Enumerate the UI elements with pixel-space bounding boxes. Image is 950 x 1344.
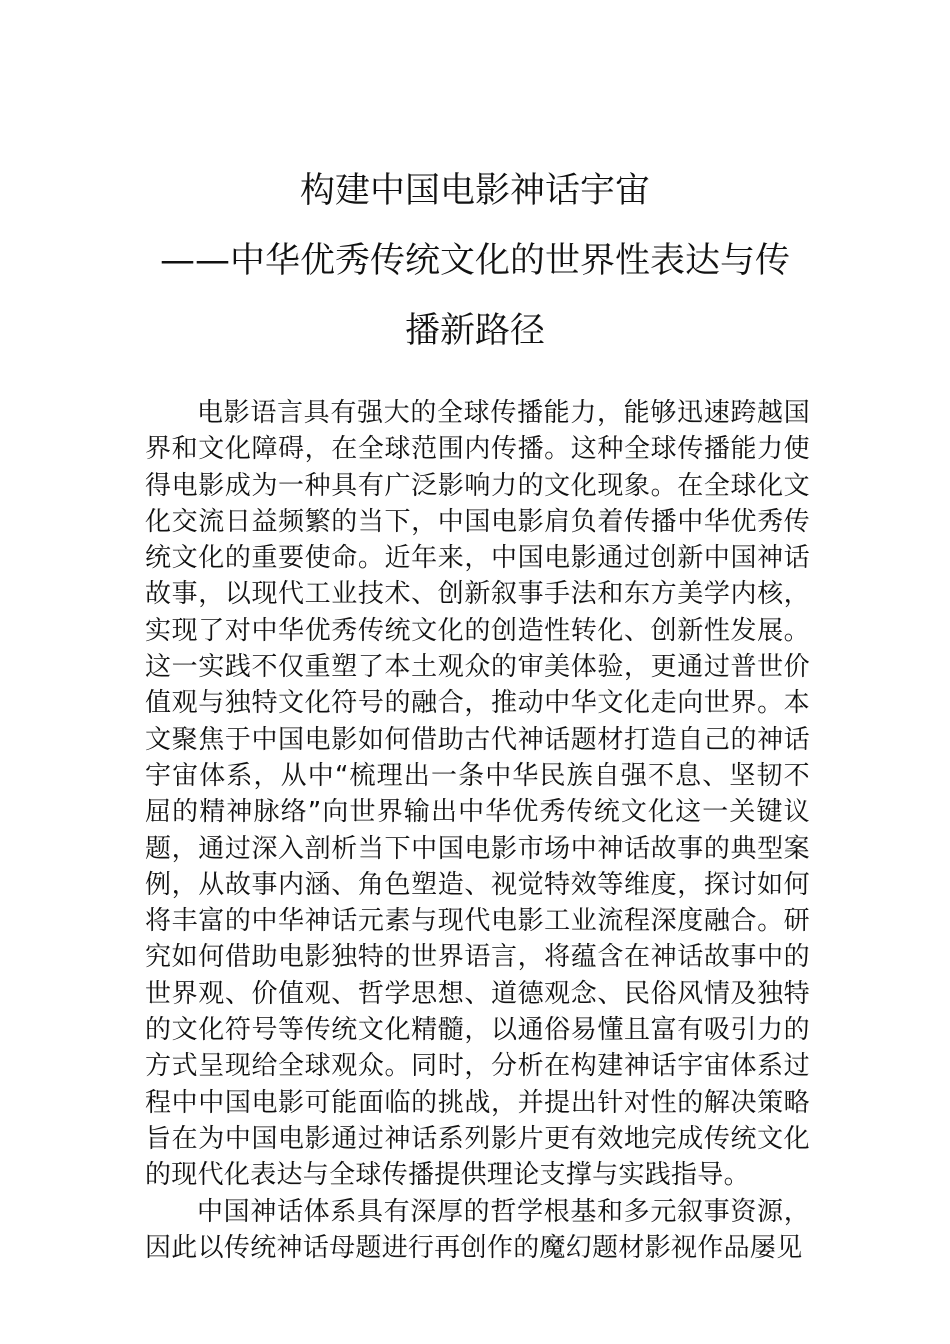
body-paragraph-1: 电影语言具有强大的全球传播能力，能够迅速跨越国界和文化障碍，在全球范围内传播。这种全球传播能力使得电影成为一种具有广泛影响力的文化现象。在全球化文化交流日益频繁的当下，中国电影肩负着传播中华优秀传统文化的重要使命。近年来，中国电影通过创新中国神话故事，以现代工业技术、创新叙事手法和东方美学内核，实现了对中华优秀传统文化的创造性转化、创新性发展。这一实践不仅重塑了本土观众的审美体验，更通过普世价值观与独特文化符号的融合，推动中华文化走向世界。本文聚焦于中国电影如何借助古代神话题材打造自己的神话宇宙体系，从中“梳理出一条中华民族自强不息、坚韧不屈的精神脉络”向世界输出中华优秀传统文化这一关键议题，通过深入剖析当下中国电影市场中神话故事的典型案例，从故事内涵、角色塑造、视觉特效等维度，探讨如何将丰富的中华神话元素与现代电影工业流程深度融合。研究如何借助电影独特的世界语言，将蕴含在神话故事中的世界观、价值观、哲学思想、道德观念、民俗风情及独特的文化符号等传统文化精髓，以通俗易懂且富有吸引力的方式呈现给全球观众。同时，分析在构建神话宇宙体系过程中中国电影可能面临的挑战，并提出针对性的解决策略旨在为中国电影通过神话系列影片更有效地完成传统文化的现代化表达与全球传播提供理论支撑与实践指导。 — [145, 398, 810, 1191]
title-line-subtitle-continued: 播新路径 — [404, 311, 545, 351]
title-line-main: 构建中国电影神话宇宙 — [299, 171, 650, 211]
body-paragraph-2: 中国神话体系具有深厚的哲学根基和多元叙事资源，因此以传统神话母题进行再创作的魔幻题材影视作品屡见 — [145, 1196, 810, 1263]
document-title — [140, 156, 810, 366]
title-line-subtitle: ——中华优秀传统文化的世界性表达与传 — [160, 241, 791, 281]
document-body — [145, 395, 810, 1266]
